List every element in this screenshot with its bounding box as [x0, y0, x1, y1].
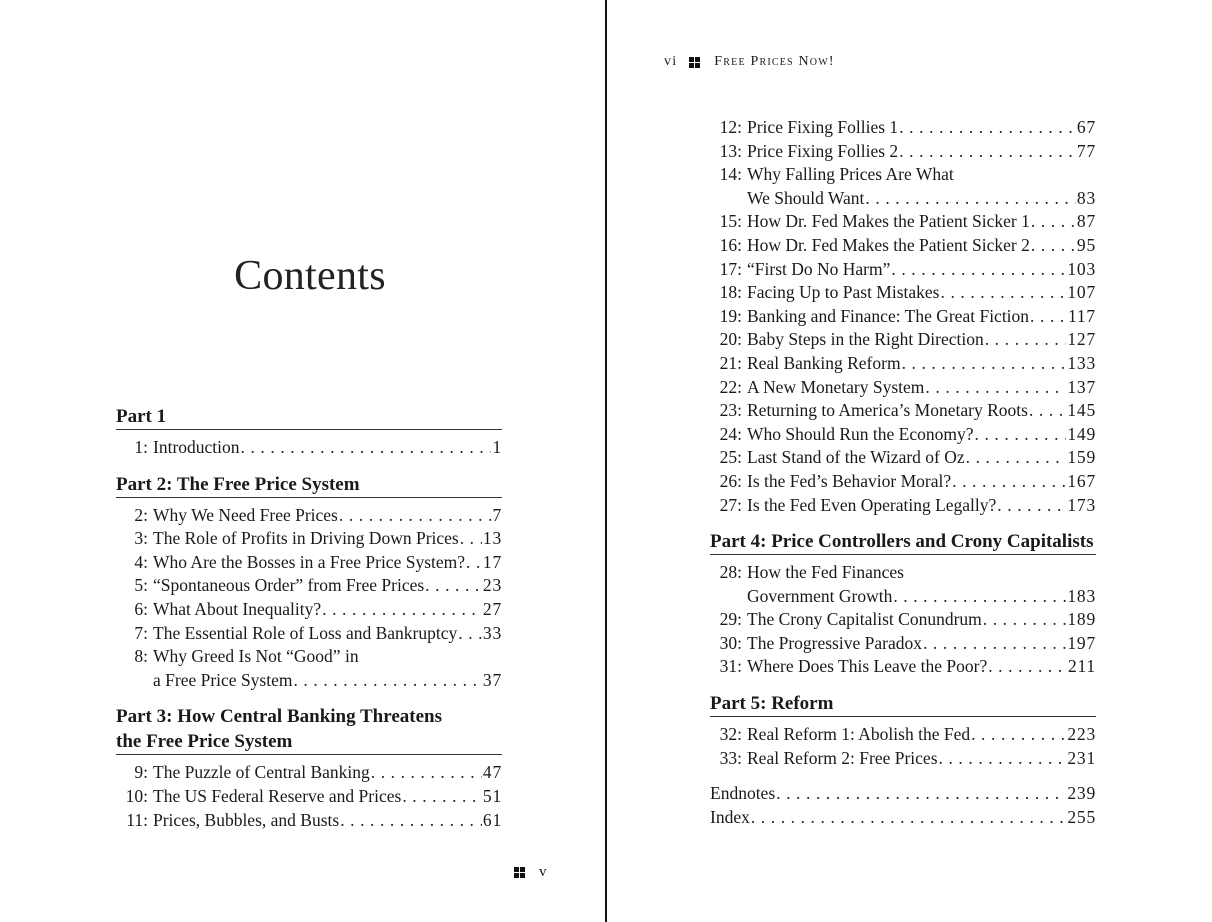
page-number: 107 — [1067, 282, 1096, 303]
entry-line — [747, 258, 1096, 282]
dot-leader — [1031, 234, 1076, 258]
toc-entry — [710, 163, 1096, 210]
back-matter-entry — [710, 806, 1096, 830]
right-page-number: vi — [664, 54, 678, 69]
chapter-title: The Role of Profits in Driving Down Prices — [153, 528, 459, 549]
page-number: 255 — [1067, 806, 1096, 827]
part-heading — [710, 529, 1096, 555]
chapter-title: Is the Fed Even Operating Legally? — [747, 494, 997, 515]
part-block — [116, 404, 502, 460]
entry-line — [747, 281, 1096, 305]
entry-body — [153, 574, 502, 598]
toc-entry — [116, 574, 502, 598]
chapter-title: Is the Fed’s Behavior Moral? — [747, 470, 952, 491]
dot-leader — [865, 187, 1075, 211]
dot-leader — [941, 281, 1067, 305]
chapter-title: Real Reform 1: Abolish the Fed — [747, 724, 971, 745]
chapter-number: 11: — [126, 809, 148, 830]
toc-entry — [710, 423, 1096, 447]
entry-body — [747, 747, 1096, 771]
part-heading — [116, 404, 502, 430]
page-number: 13 — [482, 528, 502, 549]
dot-leader — [985, 328, 1067, 352]
chapter-title: Last Stand of the Wizard of Oz — [747, 447, 965, 468]
toc-entry — [116, 436, 502, 460]
chapter-title: Prices, Bubbles, and Busts — [153, 809, 340, 830]
entry-line — [747, 632, 1096, 656]
chapter-title: The Crony Capitalist Conundrum — [747, 609, 982, 630]
entry-line — [747, 423, 1096, 447]
entry-line — [747, 723, 1096, 747]
page-number: 149 — [1067, 423, 1096, 444]
entry-line — [153, 761, 502, 785]
chapter-number: 28: — [719, 562, 742, 583]
entry-line — [747, 561, 1096, 585]
entry-body — [747, 494, 1096, 518]
page-number: 67 — [1076, 117, 1096, 137]
toc-entry — [710, 352, 1096, 376]
running-head-title: Free Prices Now! — [714, 54, 835, 69]
chapter-title: Price Fixing Follies 1 — [747, 117, 899, 137]
back-matter-title: Index — [710, 806, 750, 827]
toc-entry — [116, 504, 502, 528]
entry-body — [747, 281, 1096, 305]
part-heading-line: the Free Price System — [116, 731, 293, 753]
entry-line — [747, 655, 1096, 679]
chapter-title: Why Falling Prices Are What — [747, 164, 954, 185]
left-page-number: v — [539, 864, 547, 880]
toc-entry — [710, 608, 1096, 632]
chapter-number: 29: — [719, 609, 742, 630]
page-number: 37 — [482, 669, 502, 690]
dot-leader — [925, 376, 1066, 400]
dot-leader — [460, 527, 482, 551]
toc-entry — [710, 305, 1096, 329]
chapter-number: 8: — [134, 646, 148, 667]
part-heading-text: Part 5: Reform — [710, 693, 834, 715]
entry-line — [153, 574, 502, 598]
page-number: 159 — [1067, 447, 1096, 468]
part-block — [116, 472, 502, 693]
toc-left — [116, 404, 502, 844]
part-heading — [116, 704, 502, 755]
chapter-title: How the Fed Finances — [747, 562, 904, 583]
dot-leader — [425, 574, 482, 598]
page-number: 189 — [1067, 609, 1096, 630]
dot-leader — [776, 782, 1066, 806]
page-number: 47 — [482, 762, 502, 783]
toc-entry — [710, 258, 1096, 282]
part-heading — [710, 691, 1096, 717]
entry-body — [747, 561, 1096, 608]
back-matter-entry — [710, 782, 1096, 806]
page-number: 223 — [1067, 724, 1096, 745]
dot-leader — [322, 598, 482, 622]
page-number: 17 — [482, 551, 502, 572]
entry-body — [747, 632, 1096, 656]
page-number: 95 — [1076, 234, 1096, 255]
dot-leader — [340, 809, 482, 833]
toc-entry — [710, 655, 1096, 679]
page-number: 197 — [1067, 632, 1096, 653]
chapter-title: Banking and Finance: The Great Fiction — [747, 305, 1030, 326]
page-number: 51 — [482, 785, 502, 806]
chapter-number: 2: — [134, 504, 148, 525]
dot-leader — [966, 446, 1067, 470]
toc-entry — [116, 785, 502, 809]
page-number: 167 — [1067, 470, 1096, 491]
chapter-number: 27: — [719, 494, 742, 515]
entry-line — [747, 305, 1096, 329]
page-number: 239 — [1067, 783, 1096, 804]
dot-leader — [923, 632, 1066, 656]
toc-entry — [710, 399, 1096, 423]
page-number: 27 — [482, 598, 502, 619]
entry-line — [747, 470, 1096, 494]
entry-line — [747, 494, 1096, 518]
chapter-title: Real Reform 2: Free Prices — [747, 747, 938, 768]
dot-leader — [997, 494, 1066, 518]
chapter-number: 33: — [719, 747, 742, 768]
entry-line — [153, 669, 502, 693]
page-number: 1 — [492, 437, 502, 457]
entry-body — [747, 655, 1096, 679]
chapter-title: Real Banking Reform — [747, 352, 901, 373]
entry-body — [747, 234, 1096, 258]
chapter-number: 15: — [719, 211, 742, 232]
left-page — [0, 0, 605, 922]
toc-entry — [710, 723, 1096, 747]
dot-leader — [339, 504, 492, 528]
ornament-squares-icon — [689, 57, 700, 68]
entry-line — [747, 399, 1096, 423]
chapter-title: How Dr. Fed Makes the Patient Sicker 2 — [747, 234, 1030, 255]
chapter-title: Who Should Run the Economy? — [747, 423, 974, 444]
entry-line — [747, 116, 1096, 140]
toc-entry — [116, 622, 502, 646]
chapter-number: 20: — [719, 329, 742, 350]
entry-body — [747, 446, 1096, 470]
left-folio — [514, 864, 547, 881]
chapter-number: 3: — [134, 528, 148, 549]
entry-line — [747, 352, 1096, 376]
entry-body — [747, 608, 1096, 632]
chapter-number: 24: — [719, 423, 742, 444]
page-number: 231 — [1067, 747, 1096, 768]
entry-line — [747, 163, 1096, 187]
toc-entry — [710, 116, 1096, 140]
entry-line — [747, 608, 1096, 632]
entry-body — [747, 305, 1096, 329]
dot-leader — [458, 622, 482, 646]
back-matter-title: Endnotes — [710, 783, 776, 804]
dot-leader — [975, 423, 1067, 447]
part-heading-text: Part 2: The Free Price System — [116, 473, 360, 495]
page-number: 117 — [1067, 305, 1096, 326]
toc-entry — [116, 761, 502, 785]
chapter-number: 32: — [719, 724, 742, 745]
dot-leader — [402, 785, 482, 809]
entry-body — [153, 551, 502, 575]
chapter-title: The US Federal Reserve and Prices — [153, 785, 402, 806]
part-heading — [116, 472, 502, 498]
dot-leader — [902, 352, 1067, 376]
chapter-number: 18: — [719, 282, 742, 303]
chapter-number: 31: — [719, 656, 742, 677]
chapter-number: 17: — [719, 258, 742, 279]
toc-entry — [710, 234, 1096, 258]
part-block — [710, 691, 1096, 770]
chapter-number: 19: — [719, 305, 742, 326]
dot-leader — [1029, 399, 1066, 423]
entry-line — [747, 234, 1096, 258]
entry-body — [747, 163, 1096, 210]
toc-entry — [116, 809, 502, 833]
entry-line — [747, 187, 1096, 211]
chapter-title: Government Growth — [747, 585, 893, 606]
entry-body — [747, 116, 1096, 140]
chapter-title: Who Are the Bosses in a Free Price System? — [153, 551, 466, 572]
running-head — [664, 54, 835, 70]
dot-leader — [899, 140, 1076, 164]
chapter-title: The Puzzle of Central Banking — [153, 762, 370, 783]
contents-title: Contents — [234, 253, 386, 299]
dot-leader — [751, 806, 1066, 830]
chapter-number: 30: — [719, 632, 742, 653]
entry-body — [747, 140, 1096, 164]
dot-leader — [988, 655, 1067, 679]
part-heading-text: Part 1 — [116, 406, 167, 427]
dot-leader — [952, 470, 1066, 494]
entry-line — [747, 140, 1096, 164]
chapter-number: 9: — [134, 762, 148, 783]
chapter-title: How Dr. Fed Makes the Patient Sicker 1 — [747, 211, 1030, 232]
chapter-title: What About Inequality? — [153, 598, 322, 619]
entry-body — [747, 470, 1096, 494]
toc-entry — [710, 561, 1096, 608]
entry-line — [153, 436, 502, 460]
entry-line — [747, 210, 1096, 234]
dot-leader — [293, 669, 481, 693]
entry-body — [153, 504, 502, 528]
dot-leader — [1031, 210, 1076, 234]
chapter-title: Where Does This Leave the Poor? — [747, 656, 988, 677]
chapter-number: 4: — [134, 551, 148, 572]
entry-body — [153, 761, 502, 785]
page-number: 173 — [1067, 494, 1096, 515]
toc-entry — [710, 446, 1096, 470]
entry-line — [153, 785, 502, 809]
page-number: 183 — [1067, 585, 1096, 606]
entry-line — [153, 504, 502, 528]
chapter-number: 7: — [134, 622, 148, 643]
entry-body — [747, 723, 1096, 747]
dot-leader — [241, 436, 492, 460]
page-number: 23 — [482, 575, 502, 596]
chapter-number: 21: — [719, 352, 742, 373]
entry-line — [747, 328, 1096, 352]
chapter-title: Baby Steps in the Right Direction — [747, 329, 984, 350]
toc-entry — [710, 328, 1096, 352]
chapter-number: 26: — [719, 470, 742, 491]
toc-entry — [710, 376, 1096, 400]
chapter-title: A New Monetary System — [747, 376, 925, 397]
toc-entry — [710, 210, 1096, 234]
toc-entry — [116, 527, 502, 551]
part-block — [710, 529, 1096, 679]
chapter-number: 5: — [134, 575, 148, 596]
dot-leader — [466, 551, 482, 575]
chapter-number: 25: — [719, 447, 742, 468]
page-number: 145 — [1067, 400, 1096, 421]
entry-body — [153, 645, 502, 692]
chapter-number: 16: — [719, 234, 742, 255]
toc-entry — [116, 598, 502, 622]
chapter-title: Facing Up to Past Mistakes — [747, 282, 940, 303]
entry-body — [747, 399, 1096, 423]
entry-body — [153, 436, 502, 460]
chapter-number: 6: — [134, 598, 148, 619]
chapter-number: 10: — [125, 785, 148, 806]
dot-leader — [983, 608, 1067, 632]
toc-right — [710, 116, 1096, 829]
chapter-number: 14: — [719, 164, 742, 185]
chapter-number: 23: — [719, 400, 742, 421]
toc-entry — [710, 747, 1096, 771]
toc-entry — [710, 140, 1096, 164]
chapter-number: 22: — [719, 376, 742, 397]
entry-line — [153, 527, 502, 551]
page-number: 127 — [1067, 329, 1096, 350]
entry-body — [747, 352, 1096, 376]
page-number: 211 — [1067, 656, 1096, 677]
page-number: 33 — [482, 622, 502, 643]
page-number: 133 — [1067, 352, 1096, 373]
toc-entry — [710, 470, 1096, 494]
entry-line — [747, 747, 1096, 771]
page-number: 137 — [1067, 376, 1096, 397]
entry-line — [153, 551, 502, 575]
entry-body — [747, 423, 1096, 447]
entry-line — [153, 809, 502, 833]
page-number: 61 — [482, 809, 502, 830]
chapter-title: “Spontaneous Order” from Free Prices — [153, 575, 425, 596]
part-heading-line: Part 3: How Central Banking Threatens — [116, 706, 442, 728]
chapter-title: Price Fixing Follies 2 — [747, 140, 899, 161]
dot-leader — [371, 761, 482, 785]
entry-line — [153, 598, 502, 622]
entry-line — [747, 376, 1096, 400]
chapter-title: The Essential Role of Loss and Bankruptcy — [153, 622, 458, 643]
chapter-title: Why We Need Free Prices — [153, 504, 338, 525]
part-block — [116, 704, 502, 832]
part-heading-text: Part 4: Price Controllers and Crony Capitalists — [710, 531, 1094, 553]
chapter-number: 13: — [719, 140, 742, 161]
entry-body — [747, 376, 1096, 400]
dot-leader — [899, 116, 1076, 140]
entry-line — [153, 645, 502, 669]
toc-entry — [710, 494, 1096, 518]
chapter-title: Why Greed Is Not “Good” in — [153, 646, 359, 667]
page-number: 77 — [1076, 140, 1096, 161]
page-number: 87 — [1076, 211, 1096, 232]
back-matter — [710, 782, 1096, 829]
entry-body — [747, 210, 1096, 234]
chapter-title: “First Do No Harm” — [747, 258, 891, 279]
chapter-title: Introduction — [153, 437, 240, 457]
chapter-title: Returning to America’s Monetary Roots — [747, 400, 1028, 421]
chapter-number: 1: — [134, 437, 148, 457]
page-number: 103 — [1067, 258, 1096, 279]
entry-body — [153, 785, 502, 809]
chapter-title: a Free Price System — [153, 669, 293, 690]
page-number: 83 — [1076, 187, 1096, 208]
chapter-title: The Progressive Paradox — [747, 632, 922, 653]
dot-leader — [1030, 305, 1067, 329]
entry-body — [153, 527, 502, 551]
chapter-title: We Should Want — [747, 187, 865, 208]
dot-leader — [971, 723, 1066, 747]
entry-body — [747, 328, 1096, 352]
entry-body — [153, 598, 502, 622]
dot-leader — [891, 258, 1066, 282]
entry-body — [747, 258, 1096, 282]
entry-body — [153, 809, 502, 833]
entry-line — [747, 446, 1096, 470]
toc-entry — [116, 645, 502, 692]
toc-entry — [710, 632, 1096, 656]
toc-entry — [116, 551, 502, 575]
entry-line — [153, 622, 502, 646]
page-number: 7 — [492, 504, 502, 525]
ornament-squares-icon — [514, 867, 525, 878]
toc-entry — [710, 281, 1096, 305]
entry-line — [747, 585, 1096, 609]
dot-leader — [893, 585, 1066, 609]
entry-body — [153, 622, 502, 646]
chapter-number: 12: — [719, 117, 742, 137]
dot-leader — [939, 747, 1067, 771]
